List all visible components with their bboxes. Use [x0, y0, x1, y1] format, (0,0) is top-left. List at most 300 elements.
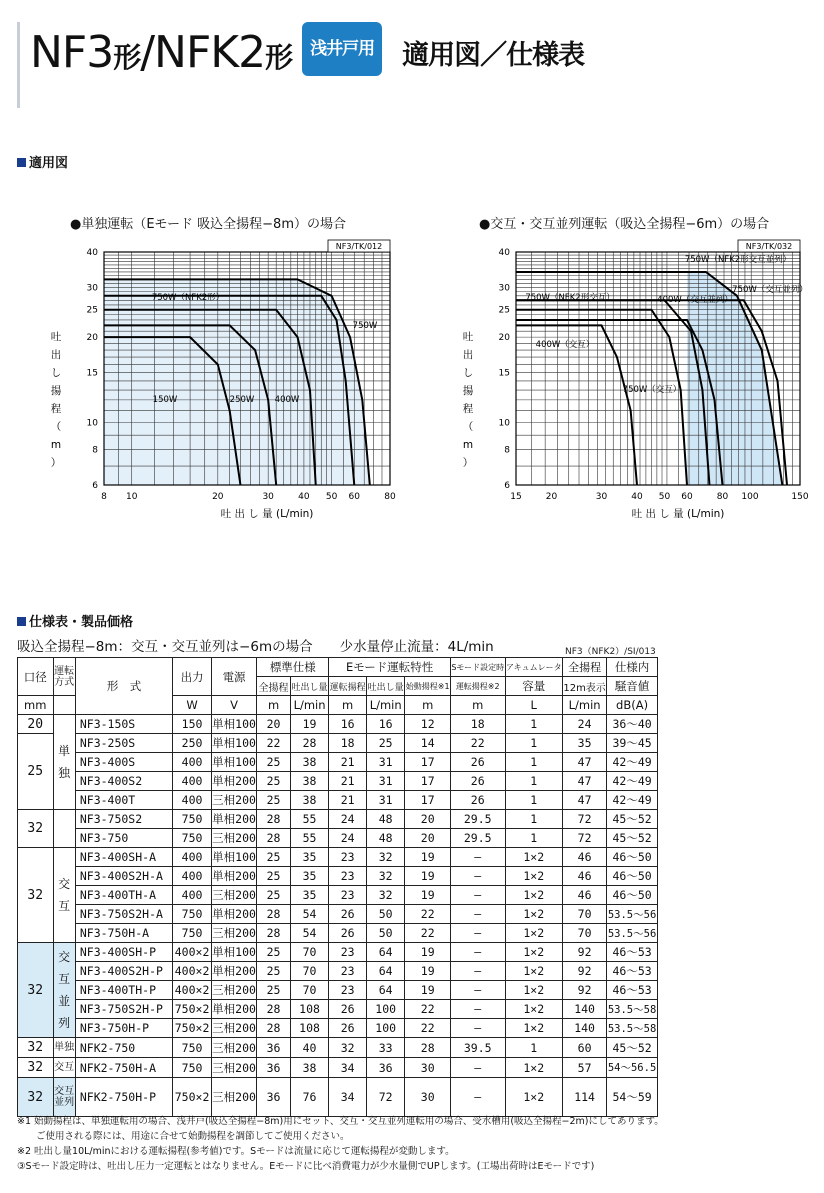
th-mode: 運転方式	[53, 658, 75, 696]
cell-noise: 46〜53	[607, 943, 658, 962]
series-label: 750W（NFK2形交互並列）	[684, 255, 792, 265]
th-std: 標準仕様	[257, 658, 329, 677]
cell-e-flow: 33	[366, 1038, 405, 1058]
y-tick-label: 25	[498, 305, 510, 316]
cell-output: 150	[173, 715, 212, 734]
y-axis-label-char: し	[50, 367, 62, 379]
series-label: 400W	[274, 395, 300, 405]
cell-output: 400×2	[173, 962, 212, 981]
x-tick-label: 150	[791, 492, 809, 502]
cell-e-head: 21	[329, 753, 367, 772]
y-axis-label-char: ）	[50, 457, 62, 469]
x-tick-label: 100	[741, 492, 759, 502]
cell-output: 750×2	[173, 1000, 212, 1019]
cell-total-head-12m: 70	[563, 924, 607, 943]
cell-acc-vol: 1	[505, 829, 563, 848]
th-unit-mode	[53, 696, 75, 715]
footnote-1: ※1 始動揚程は、単独運転用の場合、浅井戸(吸込全揚程−8m)用にセット、交互・交互並列運転用の場合、受水槽用(吸込全揚程−2m)にしてあります。	[17, 1116, 664, 1127]
cell-start-head: 20	[405, 810, 450, 829]
cell-total-head-12m: 72	[563, 829, 607, 848]
cell-acc-vol: 1	[505, 772, 563, 791]
cell-acc-vol: 1	[505, 734, 563, 753]
title-kata-2: 形	[265, 41, 293, 74]
cell-bore: 32	[18, 810, 54, 848]
x-tick-label: 15	[510, 492, 522, 502]
cell-power: 単相200	[211, 905, 256, 924]
cell-e-flow: 31	[366, 772, 405, 791]
th-unit-out: W	[173, 696, 212, 715]
cell-s-head: —	[450, 943, 505, 962]
th-unit-pow: V	[211, 696, 256, 715]
cell-model: NF3-400SH-P	[75, 943, 172, 962]
cell-noise: 42〜49	[607, 753, 658, 772]
table-row	[18, 1000, 658, 1019]
cell-total-head-12m: 57	[563, 1058, 607, 1078]
cell-total-head-12m: 46	[563, 848, 607, 867]
y-axis-label-char: 出	[50, 349, 62, 361]
cell-model: NF3-750S2	[75, 810, 172, 829]
cell-e-flow: 48	[366, 829, 405, 848]
cell-std-flow: 35	[290, 886, 329, 905]
th-unit-lmin: L/min	[290, 696, 329, 715]
th-unit-m3: m	[405, 696, 450, 715]
th-e-flow: 吐出し量	[366, 677, 405, 696]
title-model-2: /NFK2	[140, 27, 266, 78]
cell-power: 単相100	[211, 848, 256, 867]
cell-power: 単相100	[211, 753, 256, 772]
x-tick-label: 80	[384, 492, 396, 502]
th-std-head: 全揚程	[257, 677, 290, 696]
cell-start-head: 12	[405, 715, 450, 734]
cell-output: 750×2	[173, 1019, 212, 1038]
cell-e-head: 21	[329, 772, 367, 791]
cell-model: NF3-400T	[75, 791, 172, 810]
footnote-3: ③Sモード設定時は、吐出し圧力一定運転とはなりません。Eモードに比べ消費電力が少水量側でUPします。(工場出荷時はEモードです)	[17, 1161, 595, 1172]
th-s-head: 運転揚程※2	[450, 677, 505, 696]
cell-model: NF3-250S	[75, 734, 172, 753]
y-axis-label-char: 吐	[462, 331, 474, 343]
cell-acc-vol: 1×2	[505, 1019, 563, 1038]
cell-total-head-12m: 72	[563, 810, 607, 829]
shallow-well-badge: 浅井戸用	[302, 22, 382, 76]
cell-std-head: 36	[257, 1038, 290, 1058]
x-axis-label: 吐 出 し 量 (L/min)	[631, 508, 725, 520]
cell-acc-vol: 1×2	[505, 905, 563, 924]
cell-power: 三相200	[211, 981, 256, 1000]
y-axis-label-char: 吐	[50, 331, 62, 343]
series-label: 750W	[352, 321, 378, 331]
cell-s-head: —	[450, 1058, 505, 1078]
cell-e-head: 34	[329, 1058, 367, 1078]
cell-bore: 32	[18, 1078, 54, 1117]
section-applicable-label: 適用図	[29, 156, 69, 171]
cell-mode: 単独	[53, 1038, 75, 1058]
chart2-svg	[450, 232, 820, 532]
cell-power: 単相100	[211, 734, 256, 753]
cell-std-head: 25	[257, 886, 290, 905]
y-tick-label: 30	[86, 283, 98, 294]
series-label: 750W（NFK2形交互）	[525, 293, 615, 303]
cell-output: 400	[173, 753, 212, 772]
th-noise: 仕様内	[607, 658, 658, 677]
cell-s-head: —	[450, 1000, 505, 1019]
cell-bore: 20	[18, 715, 54, 734]
cell-total-head-12m: 46	[563, 867, 607, 886]
cell-std-flow: 38	[290, 753, 329, 772]
cell-std-head: 36	[257, 1058, 290, 1078]
cell-model: NFK2-750H-A	[75, 1058, 172, 1078]
cell-model: NFK2-750	[75, 1038, 172, 1058]
cell-e-flow: 31	[366, 753, 405, 772]
th-unit-lmin3: L/min	[563, 696, 607, 715]
cell-start-head: 19	[405, 886, 450, 905]
cell-total-head-12m: 140	[563, 1000, 607, 1019]
footnotes	[17, 1114, 664, 1174]
cell-std-flow: 70	[290, 981, 329, 1000]
y-axis-label-char: （	[50, 421, 62, 433]
cell-model: NF3-400S2H-P	[75, 962, 172, 981]
cell-start-head: 30	[405, 1058, 450, 1078]
table-row	[18, 1019, 658, 1038]
cell-power: 三相200	[211, 924, 256, 943]
y-tick-label: 30	[498, 283, 510, 294]
cell-noise: 46〜53	[607, 981, 658, 1000]
th-bore: 口径	[18, 658, 54, 696]
cell-power: 三相200	[211, 829, 256, 848]
cell-std-head: 28	[257, 1000, 290, 1019]
cell-std-flow: 19	[290, 715, 329, 734]
cell-s-head: 39.5	[450, 1038, 505, 1058]
x-tick-label: 40	[631, 492, 643, 502]
cell-mode: 単独	[53, 715, 75, 810]
th-unit-lmin2: L/min	[366, 696, 405, 715]
y-axis-label-char: 出	[462, 349, 474, 361]
table-row	[18, 810, 658, 829]
cell-output: 400	[173, 848, 212, 867]
cell-power: 三相200	[211, 1078, 256, 1117]
cell-model: NF3-400S2	[75, 772, 172, 791]
table-row	[18, 1038, 658, 1058]
table-row	[18, 848, 658, 867]
cell-e-head: 23	[329, 867, 367, 886]
cell-total-head-12m: 46	[563, 886, 607, 905]
cell-noise: 53.5〜58	[607, 1000, 658, 1019]
y-tick-label: 20	[86, 333, 98, 344]
cell-e-flow: 16	[366, 715, 405, 734]
cell-e-flow: 32	[366, 867, 405, 886]
cell-bore: 32	[18, 1058, 54, 1078]
th-std-flow: 吐出し量	[290, 677, 329, 696]
cell-start-head: 22	[405, 1019, 450, 1038]
cell-start-head: 22	[405, 1000, 450, 1019]
cell-start-head: 20	[405, 829, 450, 848]
cell-s-head: 26	[450, 772, 505, 791]
th-acc-vol: 容量	[505, 677, 563, 696]
cell-output: 750	[173, 1038, 212, 1058]
cell-s-head: —	[450, 867, 505, 886]
cell-power: 三相200	[211, 791, 256, 810]
y-axis-label-char: 程	[462, 403, 474, 415]
spec-code: NF3（NFK2）/SI/013	[565, 647, 656, 657]
x-tick-label: 30	[262, 492, 274, 502]
cell-total-head-12m: 92	[563, 962, 607, 981]
cell-acc-vol: 1×2	[505, 981, 563, 1000]
cell-acc-vol: 1×2	[505, 886, 563, 905]
cell-model: NF3-150S	[75, 715, 172, 734]
cell-start-head: 19	[405, 981, 450, 1000]
title-accent-bar	[17, 22, 20, 108]
table-row	[18, 1078, 658, 1117]
cell-std-head: 28	[257, 905, 290, 924]
th-noise2: 騒音値	[607, 677, 658, 696]
cell-e-head: 34	[329, 1078, 367, 1117]
footnote-1b: ご使用される際には、用途に合せて始動揚程を調節してご使用ください。	[17, 1131, 350, 1142]
cell-s-head: —	[450, 962, 505, 981]
x-axis-label: 吐 出 し 量 (L/min)	[220, 508, 314, 520]
cell-s-head: —	[450, 924, 505, 943]
cell-std-flow: 54	[290, 924, 329, 943]
cell-std-flow: 76	[290, 1078, 329, 1117]
cell-noise: 53.5〜58	[607, 1019, 658, 1038]
section-applicable	[17, 152, 68, 171]
cell-e-flow: 64	[366, 962, 405, 981]
cell-noise: 45〜52	[607, 810, 658, 829]
cell-power: 三相200	[211, 1019, 256, 1038]
th-total-head: 全揚程	[563, 658, 607, 677]
cell-s-head: 18	[450, 715, 505, 734]
cell-e-flow: 36	[366, 1058, 405, 1078]
series-label: 150W	[152, 395, 178, 405]
cell-e-flow: 31	[366, 791, 405, 810]
x-tick-label: 60	[681, 492, 693, 502]
cell-e-flow: 48	[366, 810, 405, 829]
cell-start-head: 30	[405, 1078, 450, 1117]
cell-mode	[53, 810, 75, 848]
cell-model: NF3-750S2H-P	[75, 1000, 172, 1019]
cell-std-head: 25	[257, 943, 290, 962]
cell-start-head: 19	[405, 848, 450, 867]
cell-std-head: 25	[257, 753, 290, 772]
x-tick-label: 40	[298, 492, 310, 502]
cell-std-head: 20	[257, 715, 290, 734]
x-tick-label: 80	[716, 492, 729, 502]
cell-std-flow: 35	[290, 848, 329, 867]
cell-std-head: 22	[257, 734, 290, 753]
cell-acc-vol: 1×2	[505, 943, 563, 962]
th-power: 電源	[211, 658, 256, 696]
table-row	[18, 905, 658, 924]
cell-bore: 25	[18, 734, 54, 810]
th-unit-m4: m	[450, 696, 505, 715]
cell-e-head: 32	[329, 1038, 367, 1058]
cell-s-head: —	[450, 1078, 505, 1117]
cell-std-head: 25	[257, 848, 290, 867]
spec-table-body	[18, 715, 658, 1117]
chart1-title: ●単独運転（Eモード 吸込全揚程−8m）の場合	[70, 217, 346, 232]
cell-output: 750	[173, 829, 212, 848]
cell-output: 250	[173, 734, 212, 753]
title-model-1: NF3	[30, 27, 114, 78]
cell-noise: 46〜50	[607, 848, 658, 867]
cell-s-head: 26	[450, 753, 505, 772]
y-tick-label: 8	[92, 445, 98, 456]
cell-start-head: 17	[405, 791, 450, 810]
th-model: 形 式	[75, 658, 172, 715]
series-label: 750W（交互並列）	[732, 285, 808, 295]
x-tick-label: 60	[348, 492, 360, 502]
cell-s-head: —	[450, 905, 505, 924]
cell-model: NFK2-750H-P	[75, 1078, 172, 1117]
cell-start-head: 17	[405, 753, 450, 772]
th-output: 出力	[173, 658, 212, 696]
y-tick-label: 15	[498, 368, 510, 379]
cell-noise: 53.5〜56	[607, 924, 658, 943]
cell-e-head: 24	[329, 829, 367, 848]
cell-total-head-12m: 47	[563, 753, 607, 772]
table-row	[18, 791, 658, 810]
y-axis-label-char: し	[462, 367, 474, 379]
cell-acc-vol: 1×2	[505, 867, 563, 886]
cell-noise: 45〜52	[607, 829, 658, 848]
chart-code: NF3/TK/032	[745, 242, 793, 251]
y-axis-label-char: m	[50, 439, 62, 451]
cell-output: 400	[173, 886, 212, 905]
cell-s-head: 29.5	[450, 829, 505, 848]
series-label: 400W（交互）	[535, 340, 595, 350]
cell-std-flow: 108	[290, 1000, 329, 1019]
cell-e-head: 18	[329, 734, 367, 753]
y-axis-label-char: m	[462, 439, 474, 451]
cell-std-head: 25	[257, 791, 290, 810]
cell-total-head-12m: 35	[563, 734, 607, 753]
cell-e-head: 26	[329, 1000, 367, 1019]
x-tick-label: 20	[545, 492, 558, 502]
cell-power: 三相200	[211, 1038, 256, 1058]
th-e-head: 運転揚程	[329, 677, 367, 696]
series-line	[516, 310, 687, 485]
cell-e-flow: 100	[366, 1000, 405, 1019]
table-row	[18, 981, 658, 1000]
cell-e-head: 23	[329, 962, 367, 981]
cell-start-head: 14	[405, 734, 450, 753]
cell-total-head-12m: 47	[563, 791, 607, 810]
cell-std-head: 36	[257, 1078, 290, 1117]
table-row	[18, 715, 658, 734]
title-kata-1: 形	[113, 41, 141, 74]
cell-s-head: —	[450, 1019, 505, 1038]
y-axis-label-char: 揚	[462, 385, 474, 397]
cell-e-head: 23	[329, 981, 367, 1000]
table-row	[18, 943, 658, 962]
cell-e-flow: 72	[366, 1078, 405, 1117]
x-tick-label: 30	[595, 492, 608, 502]
cell-power: 単相200	[211, 867, 256, 886]
cell-model: NF3-750H-P	[75, 1019, 172, 1038]
y-tick-label: 8	[504, 445, 510, 456]
cell-power: 三相200	[211, 886, 256, 905]
th-start-head: 始動揚程※1	[405, 677, 450, 696]
cell-model: NF3-400SH-A	[75, 848, 172, 867]
x-tick-label: 8	[101, 492, 107, 502]
cell-start-head: 19	[405, 962, 450, 981]
cell-std-flow: 55	[290, 829, 329, 848]
cell-output: 750	[173, 905, 212, 924]
cell-output: 750×2	[173, 1078, 212, 1117]
cell-mode: 交互並列	[53, 943, 75, 1038]
th-unit-bore: mm	[18, 696, 54, 715]
cell-acc-vol: 1	[505, 810, 563, 829]
cell-acc-vol: 1×2	[505, 1058, 563, 1078]
cell-total-head-12m: 92	[563, 943, 607, 962]
y-tick-label: 20	[498, 333, 510, 344]
chart2-title: ●交互・交互並列運転（吸込全揚程−6m）の場合	[479, 217, 770, 232]
footnote-2: ※2 吐出し量10L/minにおける運転揚程(参考値)です。Sモードは流量に応じて運転揚程が変動します。	[17, 1146, 455, 1157]
cell-std-head: 25	[257, 962, 290, 981]
cell-noise: 45〜52	[607, 1038, 658, 1058]
cell-output: 400×2	[173, 981, 212, 1000]
cell-start-head: 22	[405, 905, 450, 924]
th-unit-m: m	[257, 696, 290, 715]
cell-e-head: 21	[329, 791, 367, 810]
cell-s-head: —	[450, 848, 505, 867]
cell-output: 400	[173, 867, 212, 886]
cell-power: 単相200	[211, 962, 256, 981]
cell-power: 単相200	[211, 772, 256, 791]
cell-bore: 32	[18, 848, 54, 943]
cell-std-head: 28	[257, 1019, 290, 1038]
table-row	[18, 867, 658, 886]
cell-mode: 交互並列	[53, 1078, 75, 1117]
cell-std-flow: 38	[290, 1058, 329, 1078]
cell-output: 400	[173, 772, 212, 791]
cell-std-head: 28	[257, 810, 290, 829]
section-square-icon	[17, 617, 26, 626]
cell-noise: 53.5〜56	[607, 905, 658, 924]
cell-model: NF3-750S2H-A	[75, 905, 172, 924]
cell-output: 400×2	[173, 943, 212, 962]
series-label: 750W（交互）	[622, 385, 682, 395]
y-tick-label: 6	[92, 481, 98, 491]
cell-e-head: 23	[329, 943, 367, 962]
y-tick-label: 40	[86, 248, 98, 258]
table-row	[18, 753, 658, 772]
cell-output: 400	[173, 791, 212, 810]
x-tick-label: 20	[212, 492, 224, 502]
cell-e-flow: 100	[366, 1019, 405, 1038]
cell-noise: 36〜40	[607, 715, 658, 734]
cell-start-head: 22	[405, 924, 450, 943]
cell-model: NF3-750H-A	[75, 924, 172, 943]
cell-e-head: 24	[329, 810, 367, 829]
cell-e-flow: 64	[366, 943, 405, 962]
series-label: 250W	[229, 395, 255, 405]
cell-acc-vol: 1×2	[505, 1000, 563, 1019]
cell-e-flow: 64	[366, 981, 405, 1000]
cell-power: 三相200	[211, 1058, 256, 1078]
cell-std-flow: 38	[290, 772, 329, 791]
cell-start-head: 19	[405, 943, 450, 962]
cell-s-head: 29.5	[450, 810, 505, 829]
cell-total-head-12m: 114	[563, 1078, 607, 1117]
chart1-svg	[40, 232, 420, 532]
cell-model: NF3-750	[75, 829, 172, 848]
cell-std-flow: 38	[290, 791, 329, 810]
cell-e-flow: 50	[366, 924, 405, 943]
table-row	[18, 886, 658, 905]
cell-total-head-12m: 92	[563, 981, 607, 1000]
cell-bore: 32	[18, 943, 54, 1038]
cell-s-head: 22	[450, 734, 505, 753]
